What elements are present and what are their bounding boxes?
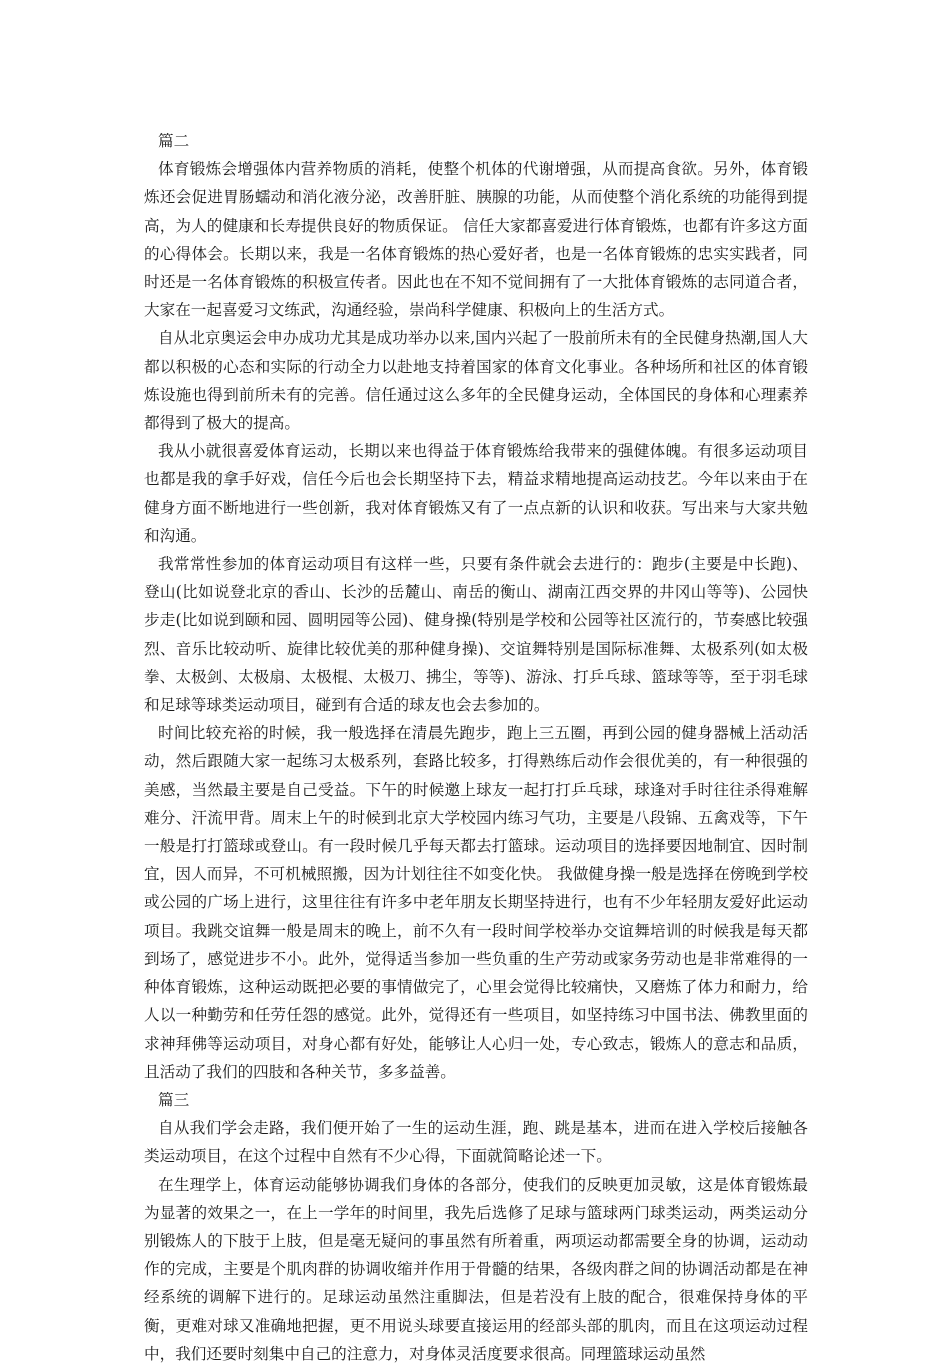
paragraph: 时间比较充裕的时候，我一般选择在清晨先跑步，跑上三五圈，再到公园的健身器械上活动活动，然后跟随大家一起练习太极系列，套路比较多，打得熟练后动作会很优美的，有一种很强的美感，当然最主要是自己受益。下午的时候邀上球友一起打打乒乓球，球逢对手时往往杀得难解难分、汗流甲背。周末上午的时候到北京大学校园内练习气功，主要是八段锦、五禽戏等，下午一般是打打篮球或登山。有一段时候几乎每天都去打篮球。运动项目的选择要因地制宜、因时制宜，因人而异，不可机械照搬，因为计划往往不如变化快。 我做健身操一般是选择在傍晚到学校或公园的广场上进行，这里往往有许多中老年朋友长期坚持进行，也有不少年轻朋友爱好此运动项目。我跳交谊舞一般是周末的晚上，前不久有一段时间学校举办交谊舞培训的时候我是每天都到场了，感觉进步不小。此外，觉得适当参加一些负重的生产劳动或家务劳动也是非常难得的一种体育锻炼，这种运动既把必要的事情做完了，心里会觉得比较痛快，又磨炼了体力和耐力，给人以一种勤劳和任劳任怨的感觉。此外，觉得还有一些项目，如坚持练习中国书法、佛教里面的求神拜佛等运动项目，对身心都有好处，能够让人心归一处，专心致志，锻炼人的意志和品质，且活动了我们的四肢和各种关节，多多益善。 <box>144 724 808 1081</box>
paragraph: 在生理学上，体育运动能够协调我们身体的各部分，使我们的反映更加灵敏，这是体育锻炼最为显著的效果之一，在上一学年的时间里，我先后选修了足球与篮球两门球类运动，两类运动分别锻炼人的下肢于上肢，但是毫无疑问的事虽然有所着重，两项运动都需要全身的协调，运动动作的完成，主要是个肌肉群的协调收缩并作用于骨髓的结果，各级肉群之间的协调活动都是在神经系统的调解下进行的。足球运动虽然注重脚法，但是若没有上肢的配合，很难保持身体的平衡，更难对球又准确地把握，更不用说头球要直接运用的经部头部的肌肉，而且在这项运动过程中，我们还要时刻集中自己的注意力，对身体灵活度要求很高。同理篮球运动虽然 <box>144 1175 808 1363</box>
paragraph: 自从北京奥运会申办成功尤其是成功举办以来,国内兴起了一股前所未有的全民健身热潮,国人大都以积极的心态和实际的行动全力以赴地支持着国家的体育文化事业。各种场所和社区的体育锻炼设施也得到前所未有的完善。信任通过这么多年的全民健身运动，全体国民的身体和心理素养都得到了极大的提高。 <box>144 329 808 433</box>
document-body <box>144 127 808 1368</box>
section-heading: 篇二 <box>158 132 190 150</box>
paragraph: 我从小就很喜爱体育运动，长期以来也得益于体育锻炼给我带来的强健体魄。有很多运动项目也都是我的拿手好戏，信任今后也会长期坚持下去，精益求精地提高运动技艺。今年以来由于在健身方面不断地进行一些创新，我对体育锻炼又有了一点点新的认识和收获。写出来与大家共勉和沟通。 <box>144 442 808 545</box>
paragraph: 体育锻炼会增强体内营养物质的消耗，使整个机体的代谢增强，从而提高食欲。另外，体育锻炼还会促进胃肠蠕动和消化液分泌，改善肝脏、胰腺的功能，从而使整个消化系统的功能得到提高，为人的健康和长寿提供良好的物质保证。 信任大家都喜爱进行体育锻炼，也都有许多这方面的心得体会。长期以来，我是一名体育锻炼的热心爱好者，也是一名体育锻炼的忠实实践者，同时还是一名体育锻炼的积极宣传者。因此也在不知不觉间拥有了一大批体育锻炼的志同道合者，大家在一起喜爱习文练武，沟通经验，崇尚科学健康、积极向上的生活方式。 <box>144 160 808 320</box>
paragraph: 自从我们学会走路，我们便开始了一生的运动生涯，跑、跳是基本，进而在进入学校后接触各类运动项目，在这个过程中自然有不少心得，下面就简略论述一下。 <box>144 1119 808 1166</box>
paragraph: 我常常性参加的体育运动项目有这样一些，只要有条件就会去进行的：跑步(主要是中长跑)、登山(比如说登北京的香山、长沙的岳麓山、南岳的衡山、湖南江西交界的井冈山等等)、公园快步走(比如说到颐和园、圆明园等公园)、健身操(特别是学校和公园等社区流行的，节奏感比较强烈、音乐比较动听、旋律比较优美的那种健身操)、交谊舞特别是国际标准舞、太极系列(如太极拳、太极剑、太极扇、太极棍、太极刀、拂尘，等等)、游泳、打乒乓球、篮球等等，至于羽毛球和足球等球类运动项目，碰到有合适的球友也会去参加的。 <box>144 555 808 715</box>
section-heading: 篇三 <box>158 1090 190 1109</box>
